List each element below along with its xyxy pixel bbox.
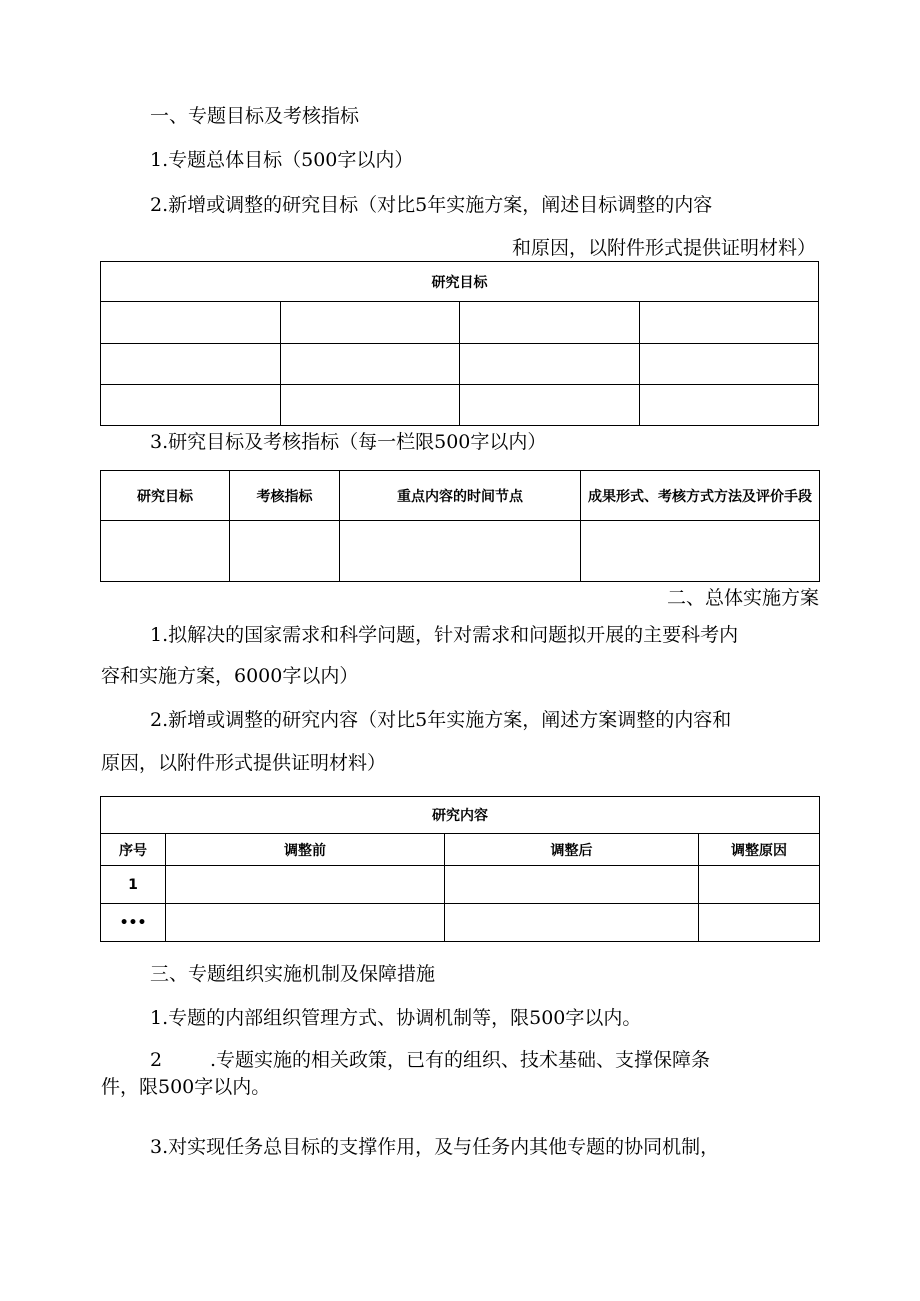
table-cell <box>166 904 445 942</box>
table-cell <box>101 385 281 426</box>
table-cell <box>280 385 460 426</box>
section3-item1: 1.专题的内部组织管理方式、协调机制等，限500字以内。 <box>150 1007 642 1029</box>
section1-item1: 1.专题总体目标（500字以内） <box>150 149 414 171</box>
table-cell <box>639 344 819 385</box>
content-row-number: ••• <box>101 904 166 942</box>
section1-item2-line2: 和原因，以附件形式提供证明材料） <box>511 237 816 259</box>
section1-item2-line1: 2.新增或调整的研究目标（对比5年实施方案，阐述目标调整的内容 <box>150 194 713 216</box>
table-cell <box>699 904 820 942</box>
assessment-header-results: 成果形式、考核方式方法及评价手段 <box>581 471 820 521</box>
table-cell <box>699 866 820 904</box>
assessment-header-goal: 研究目标 <box>101 471 230 521</box>
table-cell <box>460 344 640 385</box>
content-header-after: 调整后 <box>445 834 699 866</box>
content-header-before: 调整前 <box>166 834 445 866</box>
table-cell <box>166 866 445 904</box>
table-cell <box>460 385 640 426</box>
table-cell <box>101 521 230 582</box>
table-cell <box>639 302 819 344</box>
research-goal-table <box>100 261 819 426</box>
research-goal-table-header: 研究目标 <box>101 262 819 302</box>
section3-item2-number: 2 <box>150 1049 163 1071</box>
table-cell <box>581 521 820 582</box>
section2-heading: 二、总体实施方案 <box>666 587 819 609</box>
research-content-title: 研究内容 <box>101 797 820 834</box>
table-cell <box>639 385 819 426</box>
section2-item1-line1: 1.拟解决的国家需求和科学问题，针对需求和问题拟开展的主要科考内 <box>150 624 739 646</box>
section3-item3: 3.对实现任务总目标的支撑作用，及与任务内其他专题的协同机制， <box>150 1136 720 1158</box>
table-cell <box>280 344 460 385</box>
table-cell <box>445 866 699 904</box>
section3-heading: 三、专题组织实施机制及保障措施 <box>150 963 436 985</box>
assessment-table <box>100 470 820 582</box>
table-cell <box>230 521 340 582</box>
section2-item2-line1: 2.新增或调整的研究内容（对比5年实施方案，阐述方案调整的内容和 <box>150 709 732 731</box>
assessment-header-indicator: 考核指标 <box>230 471 340 521</box>
content-row-number: 1 <box>101 866 166 904</box>
table-cell <box>101 344 281 385</box>
research-content-table <box>100 796 820 942</box>
assessment-header-timeline: 重点内容的时间节点 <box>340 471 581 521</box>
table-cell <box>101 302 281 344</box>
table-cell <box>460 302 640 344</box>
section3-item2-line1: .专题实施的相关政策，已有的组织、技术基础、支撑保障条 <box>210 1049 711 1071</box>
table-cell <box>340 521 581 582</box>
section3-item2-line2: 件，限500字以内。 <box>101 1076 271 1098</box>
section1-item3: 3.研究目标及考核指标（每一栏限500字以内） <box>150 431 547 453</box>
content-header-number: 序号 <box>101 834 166 866</box>
section2-item1-line2: 容和实施方案，6000字以内） <box>101 665 359 687</box>
table-cell <box>445 904 699 942</box>
section1-heading: 一、专题目标及考核指标 <box>150 105 360 127</box>
content-header-reason: 调整原因 <box>699 834 820 866</box>
table-cell <box>280 302 460 344</box>
section2-item2-line2: 原因，以附件形式提供证明材料） <box>101 752 387 774</box>
